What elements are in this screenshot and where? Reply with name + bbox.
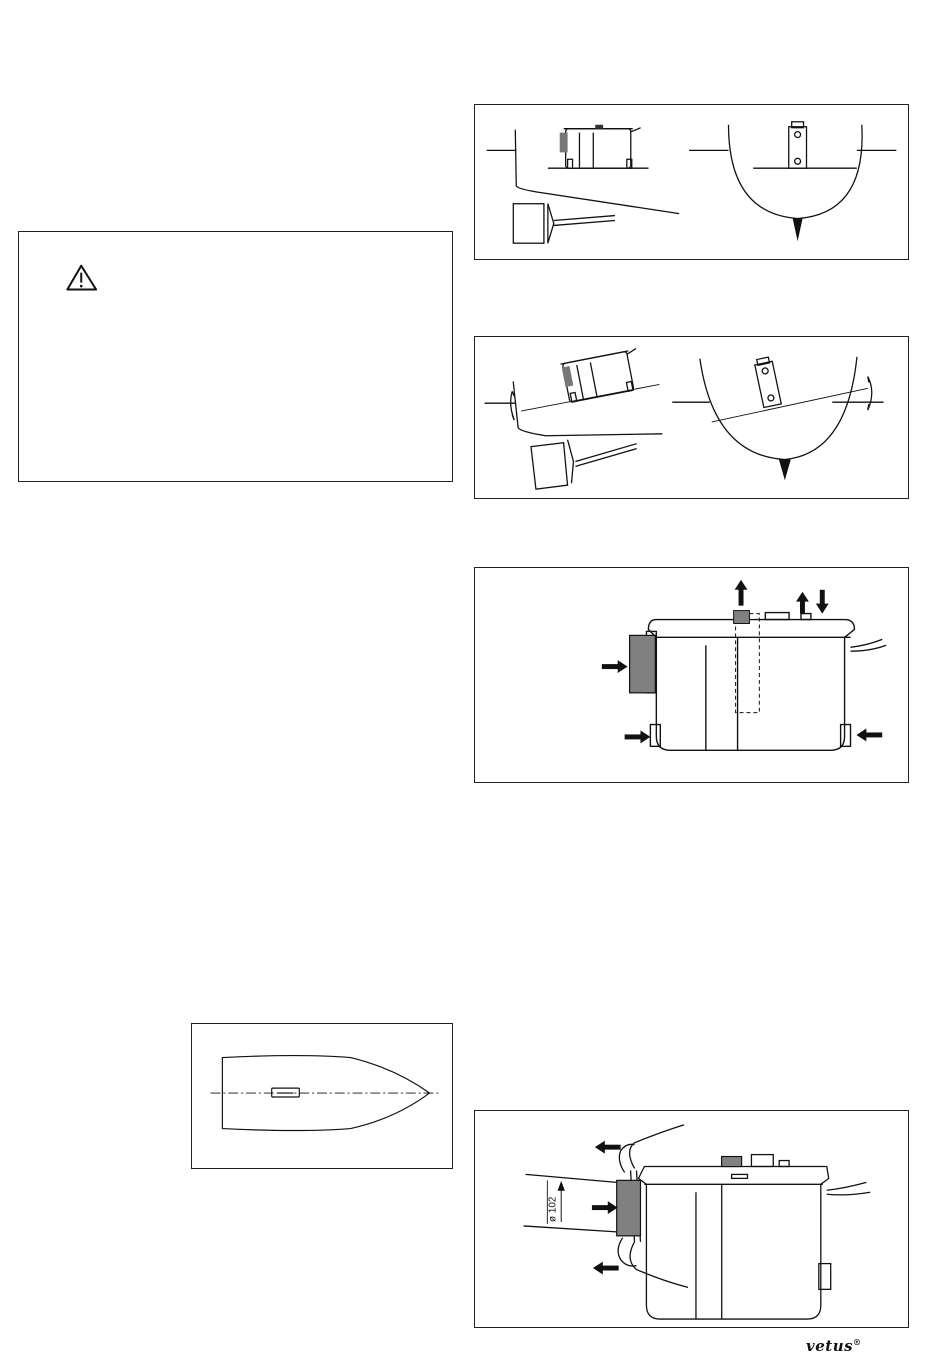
brand-name: vetus [806, 1337, 854, 1355]
brand-logo [806, 1337, 862, 1355]
figure-tank-connections [474, 567, 909, 783]
brand-mark: ® [853, 1337, 862, 1347]
figure-hose-mounting [474, 1110, 909, 1328]
figure-hull-topview [191, 1023, 453, 1169]
hull-topview-icon [192, 1024, 452, 1168]
boat-heel-icon [475, 337, 908, 498]
tank-connections-icon [475, 568, 908, 782]
figure-level-installation [474, 104, 909, 260]
warning-triangle-icon [19, 232, 452, 481]
warning-box [18, 231, 453, 482]
boat-level-icon [475, 105, 908, 259]
hose-diameter-label: ø 102 [547, 1196, 559, 1222]
figure-heeled-installation [474, 336, 909, 499]
